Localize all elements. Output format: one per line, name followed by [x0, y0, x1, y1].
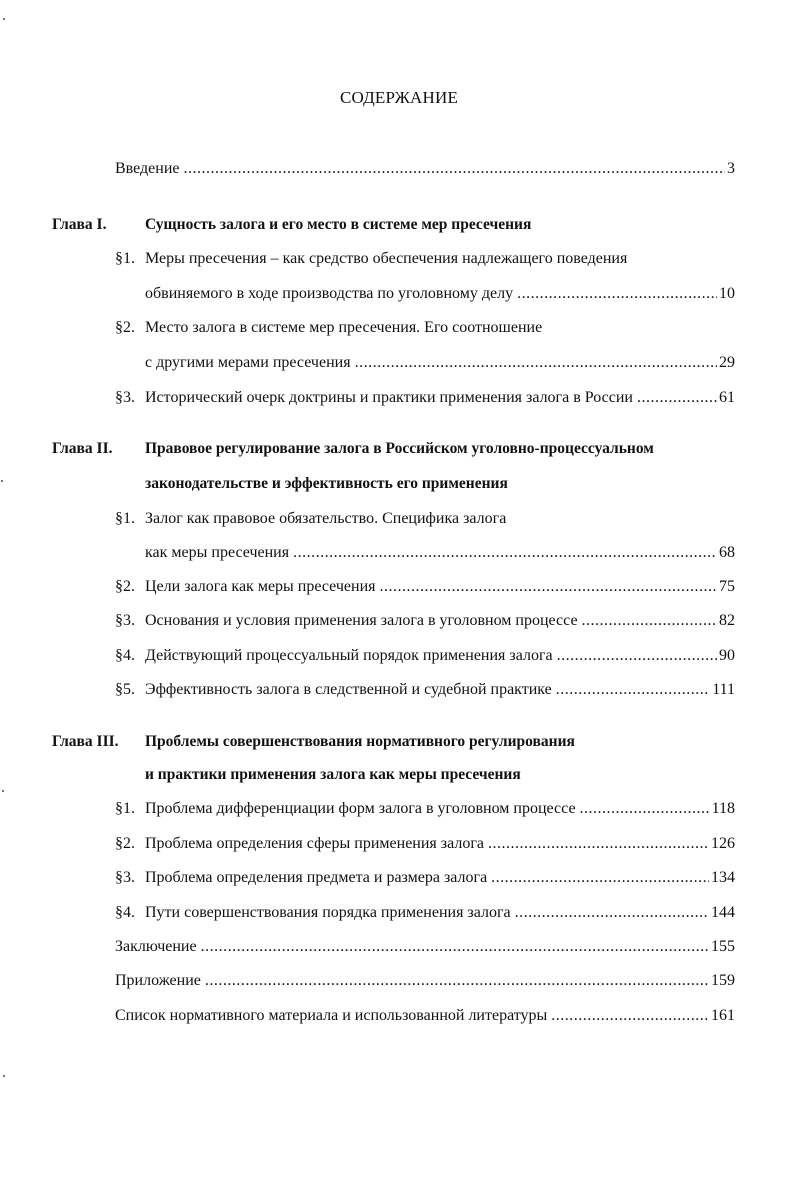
dot-leader [488, 833, 709, 855]
section-number: §3. [115, 389, 135, 406]
page-number: 161 [711, 1007, 735, 1024]
toc-entry-2-5[interactable] [115, 679, 735, 701]
dot-leader [355, 352, 717, 374]
toc-entry-2-1-line1[interactable] [115, 508, 735, 530]
page-number: 134 [711, 869, 735, 886]
toc-entry-intro[interactable] [115, 158, 735, 180]
page-number: 68 [719, 544, 735, 561]
section-text: Меры пресечения – как средство обеспечения надлежащего поведения [145, 250, 628, 267]
section-text: Эффективность залога в следственной и судебной практике [145, 681, 552, 698]
toc-entry-3-2[interactable] [115, 833, 735, 855]
dot-leader [515, 902, 709, 924]
toc-entry-2-3[interactable] [115, 610, 735, 632]
page-number: 111 [712, 681, 735, 698]
dot-leader [380, 576, 718, 598]
chapter-label: Глава II. [52, 440, 113, 457]
section-number: §1. [115, 250, 135, 267]
entry-label: Заключение [115, 938, 197, 955]
page-number: 10 [719, 285, 735, 302]
page-number: 126 [711, 835, 735, 852]
section-number: §4. [115, 904, 135, 921]
page-number: 144 [711, 904, 735, 921]
entry-label: Приложение [115, 972, 201, 989]
chapter-heading-2[interactable] [52, 438, 752, 460]
section-text: Проблема дифференциации форм залога в уголовном процессе [145, 800, 576, 817]
dot-leader [205, 970, 709, 992]
dot-leader [184, 158, 726, 180]
dot-leader [517, 283, 717, 305]
section-text: обвиняемого в ходе производства по уголовному делу [145, 285, 514, 302]
section-number: §1. [115, 800, 135, 817]
page-number: 75 [719, 578, 735, 595]
section-text: Место залога в системе мер пресечения. Его соотношение [145, 319, 543, 336]
section-text: с другими мерами пресечения [145, 354, 351, 371]
section-text: Цели залога как меры пресечения [145, 578, 376, 595]
toc-entry-appendix[interactable] [115, 970, 735, 992]
chapter-title: Сущность залога и его место в системе мер пресечения [145, 216, 532, 233]
chapter-title-cont-2: законодательстве и эффективность его применения [145, 475, 508, 492]
section-text: Основания и условия применения залога в уголовном процессе [145, 612, 578, 629]
chapter-title: Проблемы совершенствования нормативного регулирования [145, 733, 575, 750]
toc-entry-bibliography[interactable] [115, 1005, 735, 1027]
section-number: §3. [115, 612, 135, 629]
entry-label: Введение [115, 160, 180, 177]
toc-entry-2-4[interactable] [115, 645, 735, 667]
chapter-title: Правовое регулирование залога в Российском уголовно-процессуальном [145, 440, 654, 457]
section-number: §4. [115, 647, 135, 664]
toc-entry-conclusion[interactable] [115, 936, 735, 958]
section-text: Проблема определения предмета и размера залога [145, 869, 488, 886]
page-number: 29 [719, 354, 735, 371]
page-number: 90 [719, 647, 735, 664]
toc-entry-1-1-line1[interactable] [115, 248, 735, 270]
page-number: 159 [711, 972, 735, 989]
dot-leader [551, 1005, 709, 1027]
section-number: §5. [115, 681, 135, 698]
section-text: Проблема определения сферы применения залога [145, 835, 484, 852]
toc-entry-3-1[interactable] [115, 798, 735, 820]
dot-leader [491, 867, 709, 889]
section-number: §1. [115, 510, 135, 527]
chapter-title-cont-3: и практики применения залога как меры пресечения [145, 766, 521, 783]
dot-leader [293, 542, 717, 564]
chapter-label: Глава I. [52, 216, 107, 233]
chapter-label: Глава III. [52, 733, 119, 750]
scan-speck [3, 1075, 5, 1077]
chapter-heading-1[interactable] [52, 214, 752, 236]
toc-entry-2-1-line2[interactable] [145, 542, 735, 564]
page-number: 82 [719, 612, 735, 629]
toc-entry-3-4[interactable] [115, 902, 735, 924]
toc-entry-1-2-line2[interactable] [145, 352, 735, 374]
page-number: 61 [719, 389, 735, 406]
section-text: как меры пресечения [145, 544, 290, 561]
toc-entry-1-3[interactable] [115, 387, 735, 409]
section-text: Залог как правовое обязательство. Специфика залога [145, 510, 507, 527]
section-text: Пути совершенствования порядка применения залога [145, 904, 511, 921]
section-text: Исторический очерк доктрины и практики применения залога в России [145, 389, 633, 406]
dot-leader [580, 798, 710, 820]
dot-leader [582, 610, 717, 632]
toc-entry-1-2-line1[interactable] [115, 317, 735, 339]
dot-leader [637, 387, 717, 409]
chapter-heading-3[interactable] [52, 731, 752, 753]
scan-speck [3, 18, 5, 20]
toc-entry-2-2[interactable] [115, 576, 735, 598]
dot-leader [557, 645, 717, 667]
dot-leader [556, 679, 710, 701]
page-number: 3 [727, 160, 735, 177]
scan-speck [2, 790, 4, 792]
dot-leader [201, 936, 709, 958]
section-number: §3. [115, 869, 135, 886]
section-number: §2. [115, 319, 135, 336]
section-number: §2. [115, 835, 135, 852]
section-number: §2. [115, 578, 135, 595]
page-number: 155 [711, 938, 735, 955]
page-number: 118 [711, 800, 735, 817]
scan-speck [1, 480, 3, 482]
section-text: Действующий процессуальный порядок применения залога [145, 647, 553, 664]
page-title: СОДЕРЖАНИЕ [339, 88, 459, 107]
entry-label: Список нормативного материала и использованной литературы [115, 1007, 548, 1024]
toc-entry-1-1-line2[interactable] [145, 283, 735, 305]
toc-entry-3-3[interactable] [115, 867, 735, 889]
